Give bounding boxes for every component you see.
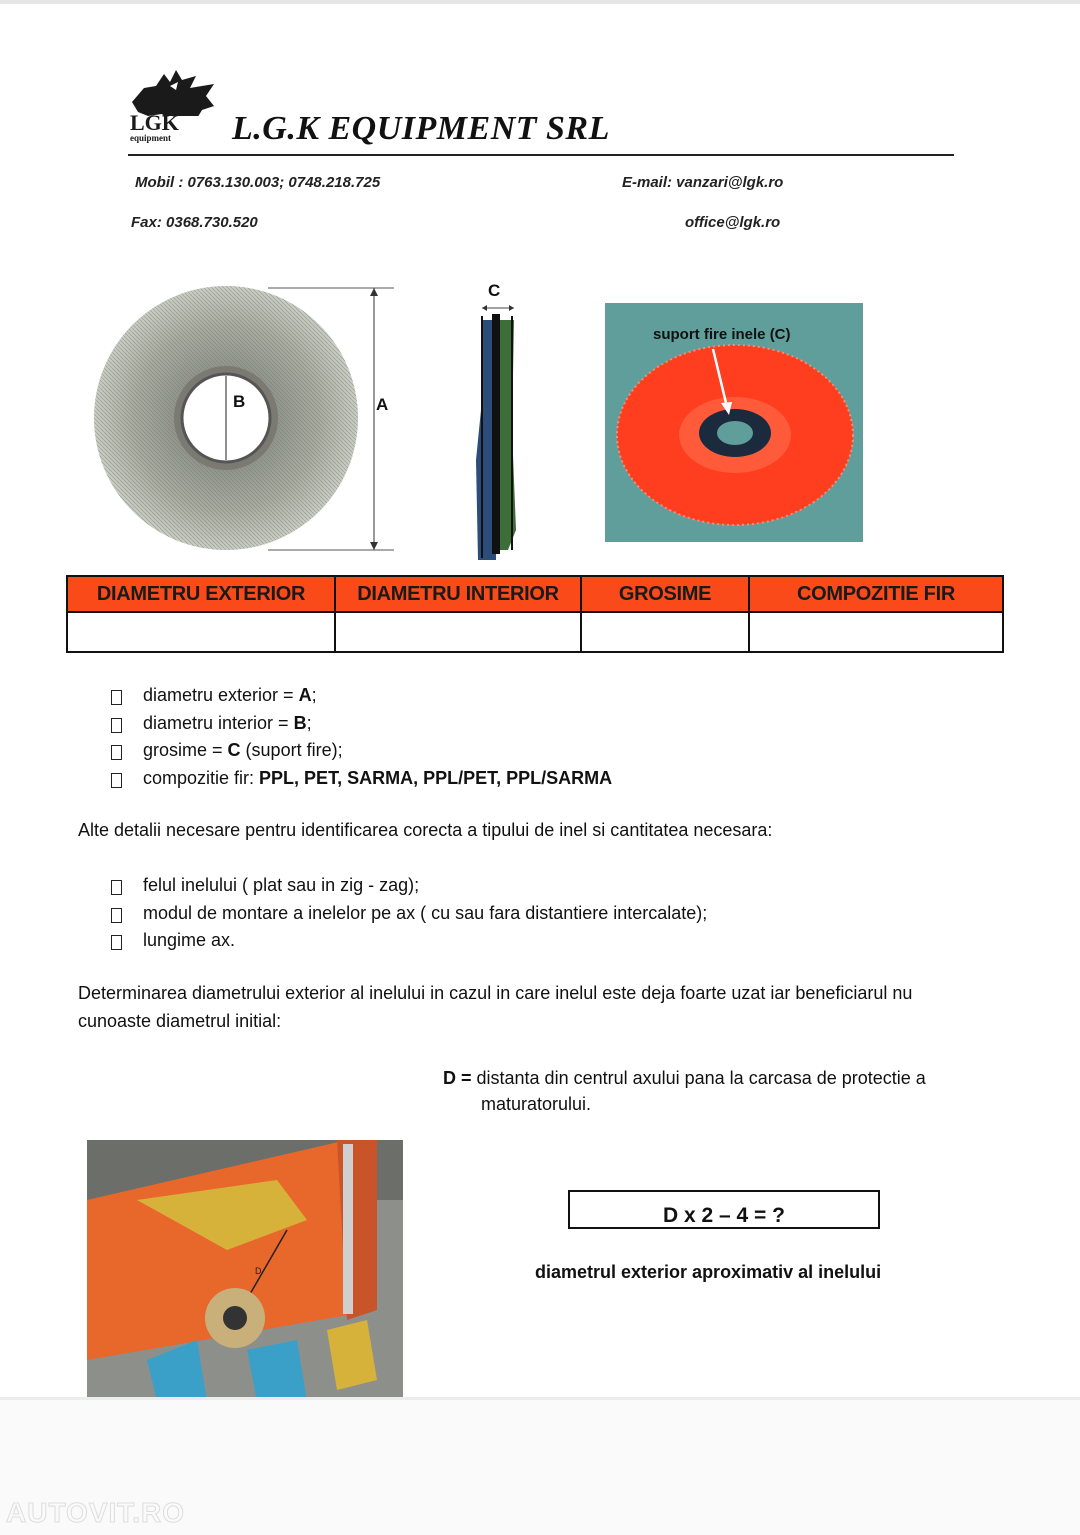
email-office[interactable]: office@lgk.ro [685,214,781,231]
sweeper-photo [87,1140,403,1401]
spec-table [66,575,1004,653]
col-thickness: GROSIME [581,576,749,612]
orange-brush-photo [605,303,863,542]
definitions-list [111,682,612,792]
top-border [0,0,1080,4]
details-list [111,872,707,955]
lgk-logo [126,66,222,146]
checkbox-icon [111,773,122,788]
checkbox-icon [111,908,122,923]
determination-paragraph: Determinarea diametrului exterior al inelului in cazul in care inelul este deja foarte uzat iar beneficiarul nu cunoaste diametrul initial: [78,983,913,1031]
list-item: lungime ax. [111,927,707,955]
label-c: C [488,281,501,300]
spec-table-row [67,612,1003,652]
cell-thickness[interactable] [581,612,749,652]
formula-caption: diametrul exterior aproximativ al inelului [535,1262,882,1282]
formula-box: D x 2 – 4 = ? [568,1190,880,1229]
cell-wire-composition[interactable] [749,612,1003,652]
list-item: grosime = C (suport fire); [111,737,612,765]
phone-mobile: Mobil : 0763.130.003; 0748.218.725 [135,174,381,191]
photo-caption: suport fire inele (C) [653,326,791,343]
list-item: compozitie fir: PPL, PET, SARMA, PPL/PET, PPL/SARMA [111,765,612,793]
col-wire-composition: COMPOZITIE FIR [749,576,1003,612]
list-item: diametru interior = B; [111,710,612,738]
brush-ring-diagram [88,280,408,558]
label-d: D [255,1266,262,1276]
checkbox-icon [111,690,122,705]
list-item: modul de montare a inelelor pe ax ( cu sau fara distantiere intercalate); [111,900,707,928]
list-item: felul inelului ( plat sau in zig - zag); [111,872,707,900]
header-divider [128,154,954,156]
spec-table-header [67,576,1003,612]
label-b: B [233,392,246,411]
details-intro: Alte detalii necesare pentru identificarea corecta a tipului de inel si cantitatea necesara: [78,820,773,840]
checkbox-icon [111,935,122,950]
fax-number: Fax: 0368.730.520 [131,214,258,231]
col-inner-diameter: DIAMETRU INTERIOR [335,576,581,612]
logo-subtext: equipment [130,133,172,143]
page-footer-line [0,1397,1080,1400]
d-definition: D = distanta din centrul axului pana la carcasa de protectie a maturatorului. [443,1068,926,1114]
logo-text: LGK [130,110,179,135]
company-name: L.G.K EQUIPMENT SRL [232,110,610,147]
cell-inner-diameter[interactable] [335,612,581,652]
checkbox-icon [111,718,122,733]
list-item: diametru exterior = A; [111,682,612,710]
cell-outer-diameter[interactable] [67,612,335,652]
col-outer-diameter: DIAMETRU EXTERIOR [67,576,335,612]
watermark: AUTOVIT.RO [6,1497,186,1528]
checkbox-icon [111,880,122,895]
label-a: A [376,395,389,414]
brush-profile-diagram [468,280,528,562]
email-sales[interactable]: E-mail: vanzari@lgk.ro [622,174,784,191]
checkbox-icon [111,745,122,760]
